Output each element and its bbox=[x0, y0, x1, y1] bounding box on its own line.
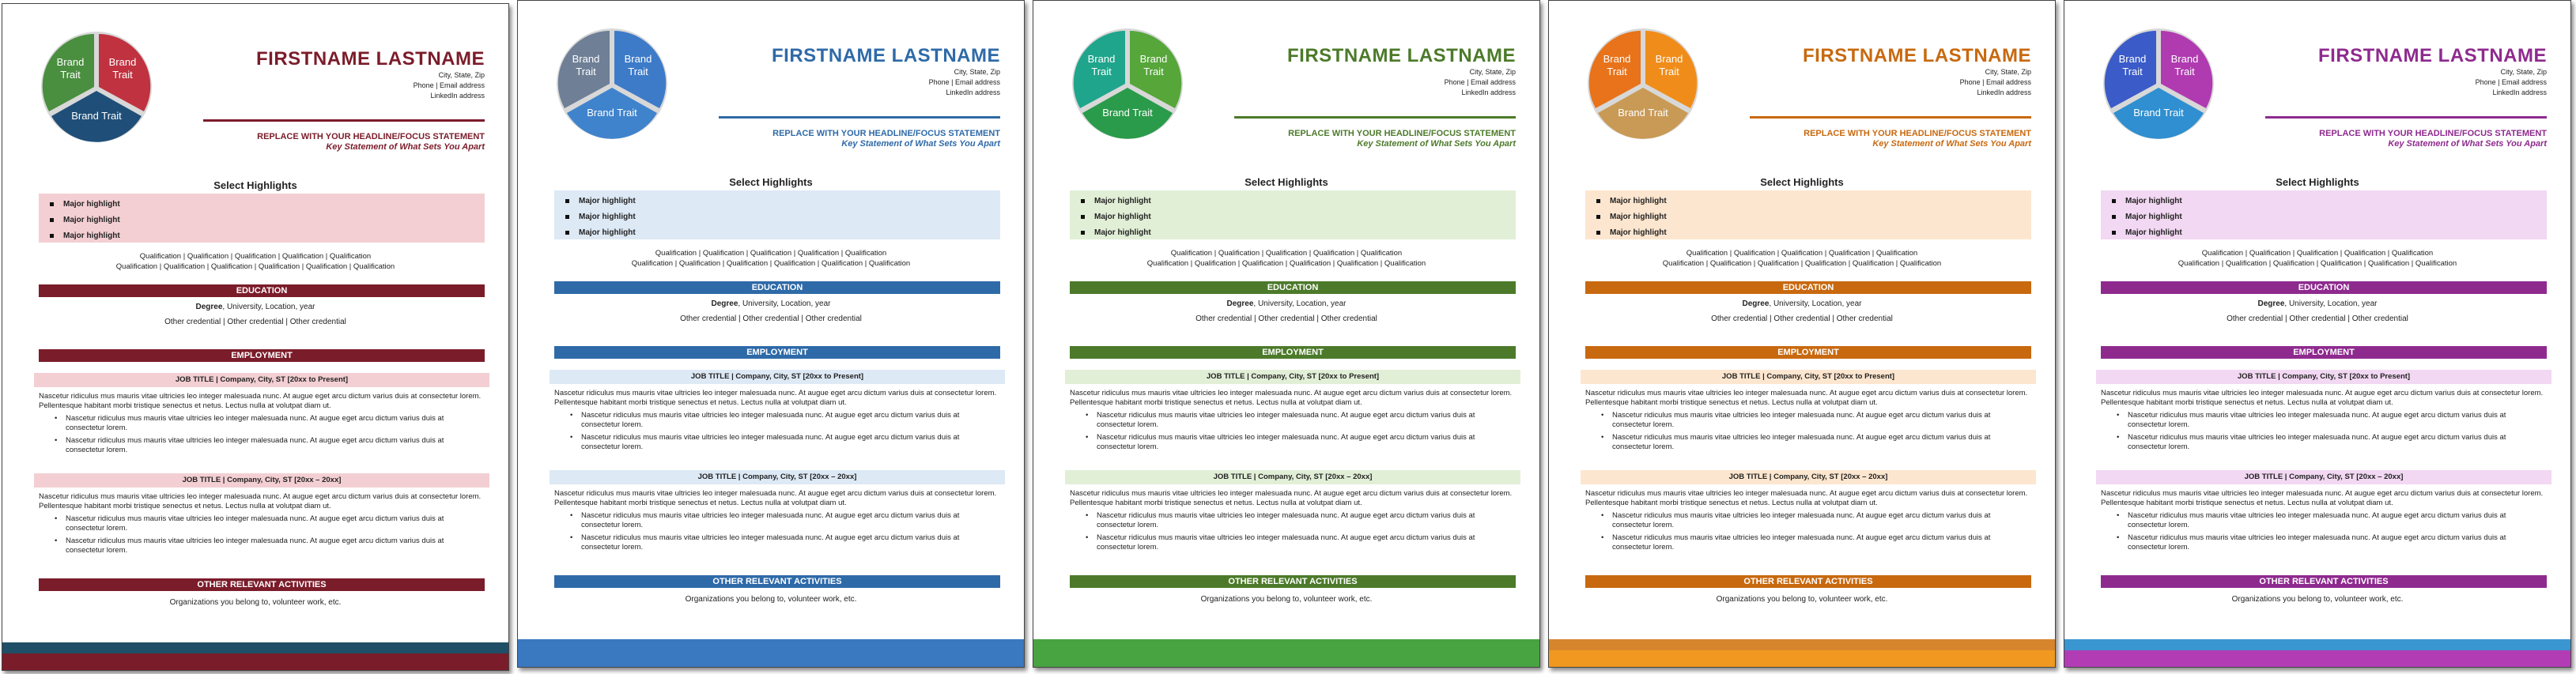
job-bullet: • Nascetur ridiculus mus mauris vitae ultricies leo integer malesuada nunc. At augue eget arcu dictum varius duis at consectetur lorem. bbox=[1601, 533, 1991, 552]
candidate-name: FIRSTNAME LASTNAME bbox=[772, 45, 1000, 66]
candidate-name: FIRSTNAME LASTNAME bbox=[1803, 45, 2031, 66]
highlights-box bbox=[1070, 190, 1516, 239]
other-credentials: Other credential | Other credential | Other credential bbox=[2227, 314, 2408, 323]
headline: REPLACE WITH YOUR HEADLINE/FOCUS STATEMENT bbox=[2319, 129, 2547, 138]
brand-trait-right-2: Trait bbox=[1659, 66, 1679, 77]
brand-trait-left-1: Brand bbox=[572, 53, 600, 65]
highlight-item: Major highlight bbox=[50, 213, 485, 228]
bullet-square-icon bbox=[2112, 199, 2116, 203]
education-degree: Degree, University, Location, year bbox=[195, 303, 315, 311]
highlight-item: Major highlight bbox=[1081, 225, 1516, 241]
contact-address: City, State, Zip bbox=[438, 71, 485, 79]
brand-trait-logo bbox=[37, 28, 156, 146]
organizations: Organizations you belong to, volunteer work, etc. bbox=[1716, 595, 1888, 604]
brand-trait-right-1: Brand bbox=[1139, 53, 1168, 65]
job-bullet: • Nascetur ridiculus mus mauris vitae ultricies leo integer malesuada nunc. At augue eget arcu dictum varius duis at consectetur lorem. bbox=[570, 433, 960, 451]
job-bullet: • Nascetur ridiculus mus mauris vitae ultricies leo integer malesuada nunc. At augue eget arcu dictum varius duis at consectetur lorem. bbox=[55, 537, 444, 555]
header-rule bbox=[2265, 116, 2547, 119]
job-title-1: JOB TITLE | Company, City, ST [20xx to Present] bbox=[1581, 370, 2036, 384]
education-degree: Degree, University, Location, year bbox=[1226, 299, 1347, 308]
brand-trait-left-2: Trait bbox=[576, 66, 596, 77]
other-activities-heading: OTHER RELEVANT ACTIVITIES bbox=[554, 575, 1000, 588]
bullet-square-icon bbox=[1081, 231, 1085, 235]
footer-band-top bbox=[2, 642, 508, 653]
select-highlights-title: Select Highlights bbox=[1245, 176, 1328, 188]
contact-linkedin: LinkedIn address bbox=[2492, 88, 2547, 96]
highlights-box bbox=[554, 190, 1000, 239]
header-rule bbox=[719, 116, 1000, 119]
employment-heading: EMPLOYMENT bbox=[554, 346, 1000, 359]
header-block bbox=[772, 45, 1000, 98]
brand-trait-left-1: Brand bbox=[1087, 53, 1116, 65]
job-title-1: JOB TITLE | Company, City, ST [20xx to Present] bbox=[1065, 370, 1520, 384]
job-bullet: • Nascetur ridiculus mus mauris vitae ultricies leo integer malesuada nunc. At augue eget arcu dictum varius duis at consectetur lorem. bbox=[1601, 511, 1991, 529]
qualifications: Qualification | Qualification | Qualification | Qualification | Qualification Qualification | Qualification | Qualification | Qualification | Qualification | Qualification bbox=[2178, 249, 2457, 268]
headline: REPLACE WITH YOUR HEADLINE/FOCUS STATEMENT bbox=[1804, 129, 2031, 138]
job-description-1: Nascetur ridiculus mus mauris vitae ultricies leo integer malesuada nunc. At augue eget arcu dictum varius duis at consectetur lorem. Pellentesque habitant morbi tristique senectus et netus. Lectus nulla at volutpat diam ut. bbox=[1070, 389, 1513, 407]
candidate-name: FIRSTNAME LASTNAME bbox=[2318, 45, 2547, 66]
footer-band-top bbox=[518, 639, 1024, 650]
headline: REPLACE WITH YOUR HEADLINE/FOCUS STATEMENT bbox=[772, 129, 1000, 138]
qualifications: Qualification | Qualification | Qualification | Qualification | Qualification Qualification | Qualification | Qualification | Qualification | Qualification | Qualification bbox=[1146, 249, 1426, 268]
job-title-2: JOB TITLE | Company, City, ST [20xx – 20xx] bbox=[550, 470, 1005, 484]
job-title-2: JOB TITLE | Company, City, ST [20xx – 20xx] bbox=[34, 473, 489, 488]
contact-phone-email: Phone | Email address bbox=[1444, 78, 1516, 86]
highlight-item: Major highlight bbox=[2112, 194, 2547, 209]
job-bullet: • Nascetur ridiculus mus mauris vitae ultricies leo integer malesuada nunc. At augue eget arcu dictum varius duis at consectetur lorem. bbox=[570, 411, 960, 429]
bullet-square-icon bbox=[2112, 215, 2116, 219]
headline: REPLACE WITH YOUR HEADLINE/FOCUS STATEMENT bbox=[257, 132, 485, 141]
qualifications: Qualification | Qualification | Qualification | Qualification | Qualification Qualification | Qualification | Qualification | Qualification | Qualification | Qualification bbox=[631, 249, 911, 268]
education-degree: Degree, University, Location, year bbox=[1742, 299, 1862, 308]
bullet-square-icon bbox=[50, 234, 54, 238]
job-bullet: • Nascetur ridiculus mus mauris vitae ultricies leo integer malesuada nunc. At augue eget arcu dictum varius duis at consectetur lorem. bbox=[2117, 411, 2506, 429]
footer-band-bottom bbox=[2, 653, 508, 670]
header-block bbox=[256, 48, 485, 101]
other-activities-heading: OTHER RELEVANT ACTIVITIES bbox=[1070, 575, 1516, 588]
highlight-item: Major highlight bbox=[1596, 194, 2031, 209]
resume-page-purple bbox=[2064, 0, 2571, 668]
highlights-box bbox=[39, 194, 485, 243]
brand-trait-logo bbox=[1068, 24, 1187, 143]
brand-trait-left-2: Trait bbox=[60, 69, 81, 81]
job-bullet: • Nascetur ridiculus mus mauris vitae ultricies leo integer malesuada nunc. At augue eget arcu dictum varius duis at consectetur lorem. bbox=[55, 436, 444, 454]
other-credentials: Other credential | Other credential | Other credential bbox=[680, 314, 862, 323]
job-bullet: • Nascetur ridiculus mus mauris vitae ultricies leo integer malesuada nunc. At augue eget arcu dictum varius duis at consectetur lorem. bbox=[1601, 433, 1991, 451]
brand-trait-right-2: Trait bbox=[1143, 66, 1164, 77]
brand-trait-logo bbox=[1584, 24, 1702, 143]
job-bullet: • Nascetur ridiculus mus mauris vitae ultricies leo integer malesuada nunc. At augue eget arcu dictum varius duis at consectetur lorem. bbox=[1086, 433, 1475, 451]
bullet-square-icon bbox=[565, 199, 569, 203]
bullet-square-icon bbox=[1081, 215, 1085, 219]
organizations: Organizations you belong to, volunteer work, etc. bbox=[685, 595, 857, 604]
header-block bbox=[2318, 45, 2547, 98]
select-highlights-title: Select Highlights bbox=[1760, 176, 1844, 188]
brand-trait-bottom: Brand Trait bbox=[1618, 107, 1668, 119]
key-statement: Key Statement of What Sets You Apart bbox=[1357, 139, 1516, 149]
other-activities-heading: OTHER RELEVANT ACTIVITIES bbox=[1585, 575, 2031, 588]
headline: REPLACE WITH YOUR HEADLINE/FOCUS STATEMENT bbox=[1288, 129, 1516, 138]
contact-address: City, State, Zip bbox=[1985, 68, 2031, 76]
job-bullet: • Nascetur ridiculus mus mauris vitae ultricies leo integer malesuada nunc. At augue eget arcu dictum varius duis at consectetur lorem. bbox=[1086, 411, 1475, 429]
bullet-square-icon bbox=[50, 218, 54, 222]
header-rule bbox=[1234, 116, 1516, 119]
footer-band-bottom bbox=[1549, 650, 2055, 667]
job-bullet: • Nascetur ridiculus mus mauris vitae ultricies leo integer malesuada nunc. At augue eget arcu dictum varius duis at consectetur lorem. bbox=[55, 414, 444, 432]
brand-trait-right-2: Trait bbox=[628, 66, 648, 77]
bullet-square-icon bbox=[1596, 215, 1600, 219]
job-bullet: • Nascetur ridiculus mus mauris vitae ultricies leo integer malesuada nunc. At augue eget arcu dictum varius duis at consectetur lorem. bbox=[570, 533, 960, 552]
job-description-1: Nascetur ridiculus mus mauris vitae ultricies leo integer malesuada nunc. At augue eget arcu dictum varius duis at consectetur lorem. Pellentesque habitant morbi tristique senectus et netus. Lectus nulla at volutpat diam ut. bbox=[554, 389, 997, 407]
key-statement: Key Statement of What Sets You Apart bbox=[841, 139, 1000, 149]
education-heading: EDUCATION bbox=[1585, 281, 2031, 294]
education-degree: Degree, University, Location, year bbox=[711, 299, 831, 308]
job-title-1: JOB TITLE | Company, City, ST [20xx to Present] bbox=[2096, 370, 2551, 384]
footer-band-top bbox=[2064, 639, 2570, 650]
resume-page-green bbox=[1033, 0, 1540, 668]
contact-phone-email: Phone | Email address bbox=[928, 78, 1000, 86]
highlight-item: Major highlight bbox=[565, 209, 1000, 225]
bullet-square-icon bbox=[1596, 231, 1600, 235]
resume-page-blue bbox=[517, 0, 1025, 668]
job-description-1: Nascetur ridiculus mus mauris vitae ultricies leo integer malesuada nunc. At augue eget arcu dictum varius duis at consectetur lorem. Pellentesque habitant morbi tristique senectus et netus. Lectus nulla at volutpat diam ut. bbox=[2101, 389, 2544, 407]
highlights-box bbox=[1585, 190, 2031, 239]
bullet-square-icon bbox=[1081, 199, 1085, 203]
contact-linkedin: LinkedIn address bbox=[430, 92, 485, 100]
highlight-item: Major highlight bbox=[1081, 209, 1516, 225]
brand-trait-right-2: Trait bbox=[112, 69, 133, 81]
other-credentials: Other credential | Other credential | Other credential bbox=[1195, 314, 1377, 323]
brand-trait-bottom: Brand Trait bbox=[2133, 107, 2184, 119]
brand-trait-left-2: Trait bbox=[2122, 66, 2143, 77]
footer-band-bottom bbox=[2064, 650, 2570, 667]
select-highlights-title: Select Highlights bbox=[2276, 176, 2359, 188]
job-bullet: • Nascetur ridiculus mus mauris vitae ultricies leo integer malesuada nunc. At augue eget arcu dictum varius duis at consectetur lorem. bbox=[1086, 511, 1475, 529]
brand-trait-bottom: Brand Trait bbox=[1102, 107, 1153, 119]
bullet-square-icon bbox=[1596, 199, 1600, 203]
contact-address: City, State, Zip bbox=[954, 68, 1000, 76]
header-rule bbox=[1750, 116, 2031, 119]
job-bullet: • Nascetur ridiculus mus mauris vitae ultricies leo integer malesuada nunc. At augue eget arcu dictum varius duis at consectetur lorem. bbox=[2117, 511, 2506, 529]
other-credentials: Other credential | Other credential | Other credential bbox=[1711, 314, 1893, 323]
job-title-2: JOB TITLE | Company, City, ST [20xx – 20xx] bbox=[1065, 470, 1520, 484]
education-heading: EDUCATION bbox=[1070, 281, 1516, 294]
other-activities-heading: OTHER RELEVANT ACTIVITIES bbox=[39, 578, 485, 591]
employment-heading: EMPLOYMENT bbox=[1585, 346, 2031, 359]
job-description-2: Nascetur ridiculus mus mauris vitae ultricies leo integer malesuada nunc. At augue eget arcu dictum varius duis at consectetur lorem. Pellentesque habitant morbi tristique senectus et netus. Lectus nulla at volutpat diam ut. bbox=[554, 489, 997, 507]
job-description-2: Nascetur ridiculus mus mauris vitae ultricies leo integer malesuada nunc. At augue eget arcu dictum varius duis at consectetur lorem. Pellentesque habitant morbi tristique senectus et netus. Lectus nulla at volutpat diam ut. bbox=[2101, 489, 2544, 507]
brand-trait-left-1: Brand bbox=[2118, 53, 2147, 65]
contact-phone-email: Phone | Email address bbox=[413, 81, 485, 89]
brand-trait-left-1: Brand bbox=[1603, 53, 1631, 65]
contact-phone-email: Phone | Email address bbox=[2475, 78, 2547, 86]
brand-trait-right-1: Brand bbox=[2170, 53, 2199, 65]
job-description-1: Nascetur ridiculus mus mauris vitae ultricies leo integer malesuada nunc. At augue eget arcu dictum varius duis at consectetur lorem. Pellentesque habitant morbi tristique senectus et netus. Lectus nulla at volutpat diam ut. bbox=[1585, 389, 2028, 407]
key-statement: Key Statement of What Sets You Apart bbox=[1872, 139, 2031, 149]
job-description-2: Nascetur ridiculus mus mauris vitae ultricies leo integer malesuada nunc. At augue eget arcu dictum varius duis at consectetur lorem. Pellentesque habitant morbi tristique senectus et netus. Lectus nulla at volutpat diam ut. bbox=[39, 492, 482, 510]
bullet-square-icon bbox=[50, 202, 54, 206]
highlight-item: Major highlight bbox=[2112, 225, 2547, 241]
brand-trait-bottom: Brand Trait bbox=[71, 110, 122, 122]
job-title-2: JOB TITLE | Company, City, ST [20xx – 20xx] bbox=[2096, 470, 2551, 484]
job-description-2: Nascetur ridiculus mus mauris vitae ultricies leo integer malesuada nunc. At augue eget arcu dictum varius duis at consectetur lorem. Pellentesque habitant morbi tristique senectus et netus. Lectus nulla at volutpat diam ut. bbox=[1585, 489, 2028, 507]
job-description-1: Nascetur ridiculus mus mauris vitae ultricies leo integer malesuada nunc. At augue eget arcu dictum varius duis at consectetur lorem. Pellentesque habitant morbi tristique senectus et netus. Lectus nulla at volutpat diam ut. bbox=[39, 392, 482, 410]
brand-trait-right-1: Brand bbox=[624, 53, 652, 65]
other-activities-heading: OTHER RELEVANT ACTIVITIES bbox=[2101, 575, 2547, 588]
education-heading: EDUCATION bbox=[39, 284, 485, 297]
key-statement: Key Statement of What Sets You Apart bbox=[326, 142, 485, 152]
job-bullet: • Nascetur ridiculus mus mauris vitae ultricies leo integer malesuada nunc. At augue eget arcu dictum varius duis at consectetur lorem. bbox=[55, 514, 444, 533]
contact-address: City, State, Zip bbox=[2500, 68, 2547, 76]
job-title-1: JOB TITLE | Company, City, ST [20xx to Present] bbox=[34, 373, 489, 387]
organizations: Organizations you belong to, volunteer work, etc. bbox=[1200, 595, 1373, 604]
brand-trait-right-2: Trait bbox=[2174, 66, 2195, 77]
organizations: Organizations you belong to, volunteer work, etc. bbox=[2231, 595, 2404, 604]
highlight-item: Major highlight bbox=[565, 225, 1000, 241]
highlight-item: Major highlight bbox=[2112, 209, 2547, 225]
education-heading: EDUCATION bbox=[554, 281, 1000, 294]
employment-heading: EMPLOYMENT bbox=[2101, 346, 2547, 359]
job-bullet: • Nascetur ridiculus mus mauris vitae ultricies leo integer malesuada nunc. At augue eget arcu dictum varius duis at consectetur lorem. bbox=[2117, 433, 2506, 451]
qualifications: Qualification | Qualification | Qualification | Qualification | Qualification Qualification | Qualification | Qualification | Qualification | Qualification | Qualification bbox=[1662, 249, 1942, 268]
footer-band-top bbox=[1033, 639, 1539, 650]
job-bullet: • Nascetur ridiculus mus mauris vitae ultricies leo integer malesuada nunc. At augue eget arcu dictum varius duis at consectetur lorem. bbox=[2117, 533, 2506, 552]
footer-band-bottom bbox=[1033, 650, 1539, 667]
highlight-item: Major highlight bbox=[1081, 194, 1516, 209]
highlight-item: Major highlight bbox=[1596, 209, 2031, 225]
resume-page-orange bbox=[1548, 0, 2056, 668]
contact-phone-email: Phone | Email address bbox=[1959, 78, 2031, 86]
resume-page-red bbox=[2, 3, 509, 671]
highlights-box bbox=[2101, 190, 2547, 239]
job-bullet: • Nascetur ridiculus mus mauris vitae ultricies leo integer malesuada nunc. At augue eget arcu dictum varius duis at consectetur lorem. bbox=[570, 511, 960, 529]
brand-trait-right-1: Brand bbox=[1655, 53, 1683, 65]
footer-band-bottom bbox=[518, 650, 1024, 667]
job-title-2: JOB TITLE | Company, City, ST [20xx – 20xx] bbox=[1581, 470, 2036, 484]
highlight-item: Major highlight bbox=[50, 197, 485, 213]
employment-heading: EMPLOYMENT bbox=[39, 349, 485, 362]
brand-trait-logo bbox=[2099, 24, 2218, 143]
brand-trait-logo bbox=[553, 24, 671, 143]
other-credentials: Other credential | Other credential | Other credential bbox=[164, 318, 346, 326]
employment-heading: EMPLOYMENT bbox=[1070, 346, 1516, 359]
organizations: Organizations you belong to, volunteer work, etc. bbox=[169, 598, 342, 607]
education-heading: EDUCATION bbox=[2101, 281, 2547, 294]
header-block bbox=[1803, 45, 2031, 98]
highlight-item: Major highlight bbox=[565, 194, 1000, 209]
job-bullet: • Nascetur ridiculus mus mauris vitae ultricies leo integer malesuada nunc. At augue eget arcu dictum varius duis at consectetur lorem. bbox=[1601, 411, 1991, 429]
contact-linkedin: LinkedIn address bbox=[1461, 88, 1516, 96]
contact-address: City, State, Zip bbox=[1469, 68, 1516, 76]
brand-trait-bottom: Brand Trait bbox=[587, 107, 637, 119]
highlight-item: Major highlight bbox=[1596, 225, 2031, 241]
footer-band-top bbox=[1549, 639, 2055, 650]
brand-trait-left-1: Brand bbox=[56, 56, 85, 68]
contact-linkedin: LinkedIn address bbox=[946, 88, 1000, 96]
select-highlights-title: Select Highlights bbox=[729, 176, 813, 188]
contact-linkedin: LinkedIn address bbox=[1977, 88, 2031, 96]
select-highlights-title: Select Highlights bbox=[213, 179, 297, 191]
qualifications: Qualification | Qualification | Qualification | Qualification | Qualification Qualification | Qualification | Qualification | Qualification | Qualification | Qualification bbox=[115, 252, 395, 271]
candidate-name: FIRSTNAME LASTNAME bbox=[1287, 45, 1516, 66]
brand-trait-left-2: Trait bbox=[1607, 66, 1627, 77]
job-title-1: JOB TITLE | Company, City, ST [20xx to Present] bbox=[550, 370, 1005, 384]
header-rule bbox=[203, 119, 485, 122]
bullet-square-icon bbox=[2112, 231, 2116, 235]
candidate-name: FIRSTNAME LASTNAME bbox=[256, 48, 485, 70]
brand-trait-left-2: Trait bbox=[1091, 66, 1112, 77]
education-degree: Degree, University, Location, year bbox=[2257, 299, 2378, 308]
bullet-square-icon bbox=[565, 215, 569, 219]
job-bullet: • Nascetur ridiculus mus mauris vitae ultricies leo integer malesuada nunc. At augue eget arcu dictum varius duis at consectetur lorem. bbox=[1086, 533, 1475, 552]
brand-trait-right-1: Brand bbox=[108, 56, 137, 68]
highlight-item: Major highlight bbox=[50, 228, 485, 244]
key-statement: Key Statement of What Sets You Apart bbox=[2388, 139, 2547, 149]
job-description-2: Nascetur ridiculus mus mauris vitae ultricies leo integer malesuada nunc. At augue eget arcu dictum varius duis at consectetur lorem. Pellentesque habitant morbi tristique senectus et netus. Lectus nulla at volutpat diam ut. bbox=[1070, 489, 1513, 507]
header-block bbox=[1287, 45, 1516, 98]
bullet-square-icon bbox=[565, 231, 569, 235]
